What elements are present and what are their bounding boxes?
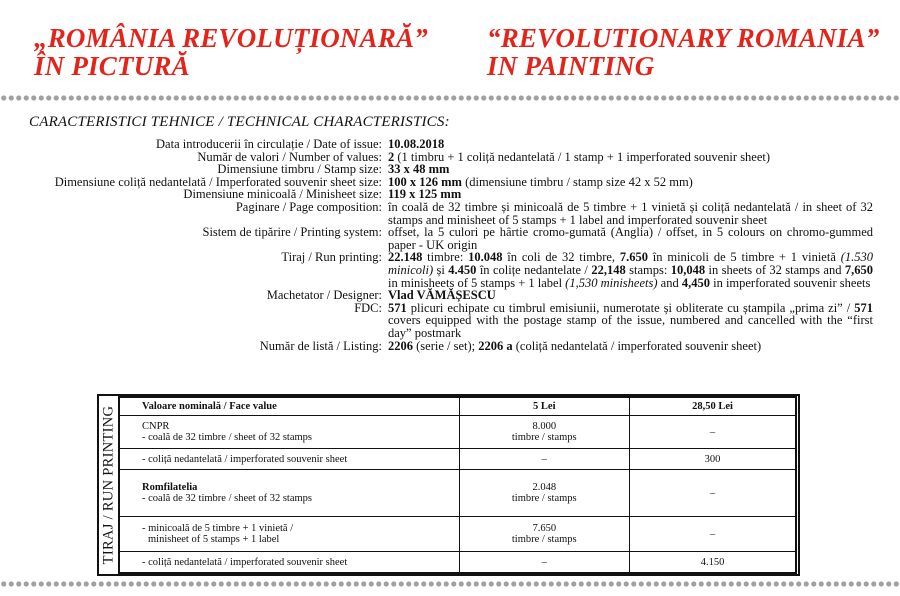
spec-row-fdc: FDC: 571 plicuri echipate cu timbrul emisiunii, numerotate și obliterate cu ștampila „prima zi” / 571 covers equipped with the postage stamp of the issue, numbered and cancelled with the “first day” postmark [354, 300, 873, 340]
spec-row-stamp-size: Dimensiune timbru / Stamp size: 33 x 48 mm [217, 162, 450, 177]
table-row: - coliță nedantelată / imperforated souvenir sheet – 4.150 [119, 552, 796, 573]
table-row: Romfilatelia - coală de 32 timbre / sheet of 32 stamps 2.048 timbre / stamps – [119, 470, 796, 516]
header-face-value: Valoare nominală / Face value [119, 397, 459, 415]
spec-row-run-printing: Tiraj / Run printing: 22.148 timbre: 10.048 în coli de 32 timbre, 7.650 în minicoli de 5 timbre + 1 vinietă (1.530 minicoli) și 4.450 în colițe nedantelate / 22,148 stamps: 10,048 in sheets of 32 stamps and 7,650 in minisheets of 5 stamps + 1 label (1,530 minisheets) and 4,450 in imperforated souvenir sheets [281, 250, 874, 290]
run-printing-side-label: TIRAJ / RUN PRINTING [100, 405, 117, 565]
section-heading: CARACTERISTICI TEHNICE / TECHNICAL CHARACTERISTICS: [29, 114, 450, 130]
dotted-divider-bottom [0, 580, 900, 588]
header-28-lei: 28,50 Lei [630, 397, 797, 415]
run-printing-table [118, 396, 797, 574]
spec-list [0, 138, 900, 352]
spec-row-minisheet-size: Dimensiune minicoală / Minisheet size: 119 x 125 mm [183, 187, 462, 202]
dotted-divider-top [0, 94, 900, 102]
table-row: CNPR - coală de 32 timbre / sheet of 32 stamps 8.000 timbre / stamps – [119, 415, 796, 449]
table-row: - coliță nedantelată / imperforated souvenir sheet – 300 [119, 449, 796, 470]
title-en-line2: IN PAINTING [487, 51, 655, 81]
title-en-line1: “REVOLUTIONARY ROMANIA” [487, 23, 880, 53]
spec-row-printing-system: Sistem de tipărire / Printing system: offset, la 5 culori pe hârtie cromo-gumată (Anglia) / offset, in 5 colours on chromo-gummed paper - UK origin [202, 225, 873, 252]
title-english [487, 24, 879, 80]
spec-row-page-composition: Paginare / Page composition: în coală de 32 timbre și minicoală de 5 timbre + 1 vinietă și coliță nedantelată / in sheet of 32 stamps and minisheet of 5 stamps + 1 label and imperforated souvenir sheet [235, 199, 873, 227]
spec-row-listing: Număr de listă / Listing: 2206 (serie / set); 2206 a (coliță nedantelată / imperforated souvenir sheet) [259, 338, 762, 353]
spec-row-date: Data introducerii în circulație / Date of issue: 10.08.2018 [156, 137, 445, 151]
title-ro-line1: „ROMÂNIA REVOLUȚIONARĂ” [34, 23, 428, 53]
title-romanian [34, 24, 428, 80]
header-5-lei: 5 Lei [459, 397, 629, 415]
title-ro-line2: ÎN PICTURĂ [34, 51, 190, 81]
spec-row-sheet-size: Dimensiune coliță nedantelată / Imperforated souvenir sheet size: 100 x 126 mm (dimensiune timbru / stamp size 42 x 52 mm) [54, 174, 693, 189]
spec-row-designer: Machetator / Designer: Vlad VĂMĂȘESCU [266, 288, 496, 303]
spec-row-values: Număr de valori / Number of values: 2 (1 timbru + 1 coliță nedantelată / 1 stamp + 1 imperforated souvenir sheet) [197, 149, 771, 164]
table-header-row [119, 397, 796, 415]
table-row: - minicoală de 5 timbre + 1 vinietă / minisheet of 5 stamps + 1 label 7.650 timbre / stamps – [119, 516, 796, 552]
